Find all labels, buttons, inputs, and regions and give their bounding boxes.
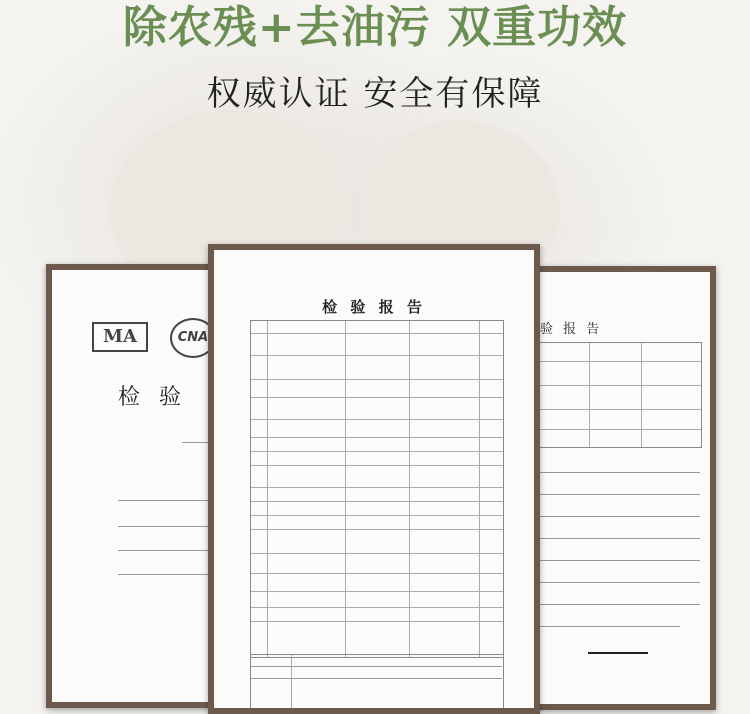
notice-line <box>530 538 700 539</box>
subheadline: 权威认证 安全有保障 <box>206 74 544 114</box>
notice-line <box>530 582 700 583</box>
certificate-center-paper <box>214 250 534 708</box>
notice-line <box>530 516 700 517</box>
cna-mark: CNA <box>170 318 216 358</box>
right-doc-title: 验 报 告 <box>540 322 603 337</box>
right-doc-table <box>530 342 702 448</box>
center-doc-title: 检 验 报 告 <box>322 298 426 316</box>
notice-line <box>530 560 700 561</box>
notice-line <box>530 626 680 627</box>
certificate-right <box>512 266 716 710</box>
certificate-right-paper <box>518 272 710 704</box>
signature-line <box>588 652 648 654</box>
remarks-box <box>250 654 504 708</box>
ma-mark: MA <box>92 322 148 352</box>
inspection-table <box>250 320 504 658</box>
notice-line <box>530 472 700 473</box>
headline: 除农残+去油污 双重功效 <box>122 2 628 53</box>
certificate-center <box>208 244 540 714</box>
certificate-left-paper <box>52 270 230 702</box>
notice-line <box>530 604 700 605</box>
notice-line <box>530 494 700 495</box>
left-doc-title: 检 验 <box>118 385 187 410</box>
